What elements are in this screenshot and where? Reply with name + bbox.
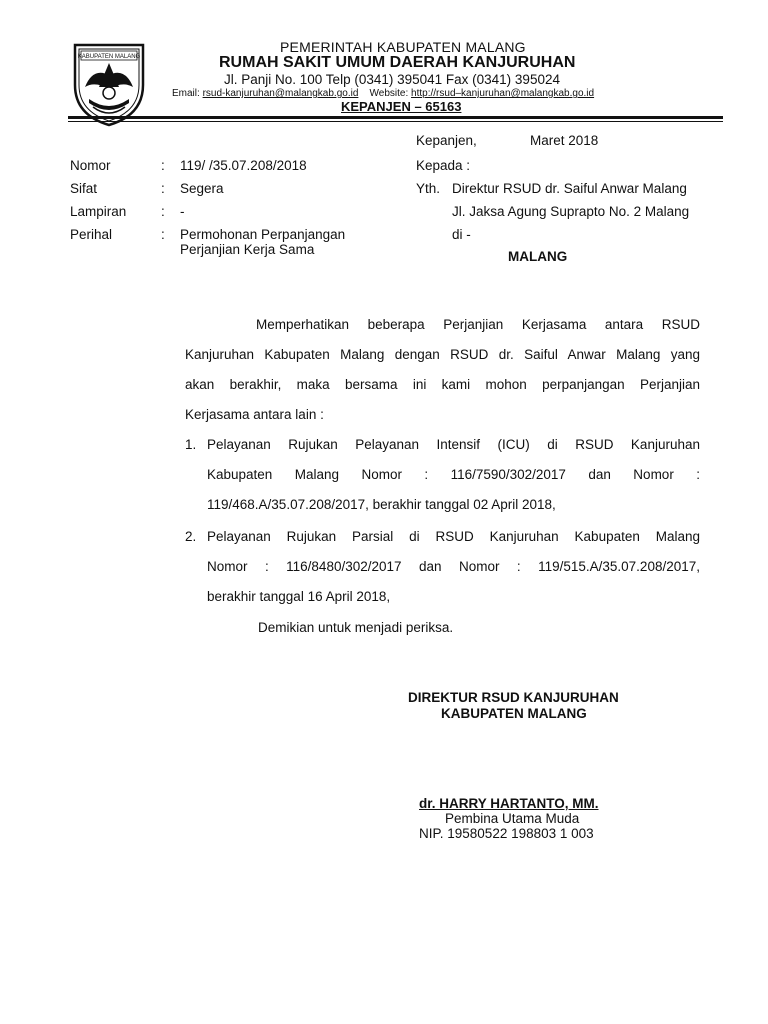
list-item-number: 2. <box>185 529 197 544</box>
list-item-line: 119/468.A/35.07.208/2017, berakhir tanggal 02 April 2018, <box>207 497 556 512</box>
header-divider-thin <box>68 121 723 122</box>
meta-label-perihal: Perihal <box>70 227 113 242</box>
list-item-line: berakhir tanggal 16 April 2018, <box>207 589 391 604</box>
body-paragraph-line: akan berakhir, maka bersama ini kami mohon perpanjangan Perjanjian <box>185 377 700 392</box>
meta-sep: : <box>161 181 165 196</box>
header-hospital-name: RUMAH SAKIT UMUM DAERAH KANJURUHAN <box>219 54 576 71</box>
body-paragraph-line: Memperhatikan beberapa Perjanjian Kerjasama antara RSUD <box>256 317 700 332</box>
header-divider-thick <box>68 116 723 119</box>
email-label: Email: <box>172 88 200 99</box>
header-government: PEMERINTAH KABUPATEN MALANG <box>280 39 526 55</box>
list-item-number: 1. <box>185 437 197 452</box>
regency-emblem-icon <box>71 41 147 127</box>
body-paragraph-line: Kanjuruhan Kabupaten Malang dengan RSUD dr. Saiful Anwar Malang yang <box>185 347 700 362</box>
list-item-line: Pelayanan Rujukan Parsial di RSUD Kanjuruhan Kabupaten Malang <box>207 529 700 544</box>
signatory-name: dr. HARRY HARTANTO, MM. <box>419 796 599 811</box>
date-month-year: Maret 2018 <box>530 133 599 148</box>
email-link[interactable]: rsud-kanjuruhan@malangkab.go.id <box>202 88 359 99</box>
signatory-nip: NIP. 19580522 198803 1 003 <box>419 826 594 841</box>
meta-value-lampiran: - <box>180 204 185 219</box>
list-item-line: Pelayanan Rujukan Pelayanan Intensif (ICU) di RSUD Kanjuruhan <box>207 437 700 452</box>
recipient-address: Jl. Jaksa Agung Suprapto No. 2 Malang <box>452 204 690 219</box>
website-link[interactable]: http://rsud–kanjuruhan@malangkab.go.id <box>411 88 595 99</box>
website-label: Website: <box>369 88 409 99</box>
body-paragraph-line: Kerjasama antara lain : <box>185 407 324 422</box>
recipient-di: di - <box>452 227 471 242</box>
meta-value-perihal: Permohonan Perpanjangan <box>180 227 346 242</box>
meta-value-sifat: Segera <box>180 181 224 196</box>
list-item-line: Kabupaten Malang Nomor : 116/7590/302/2017 dan Nomor : <box>207 467 700 482</box>
regency-logo <box>71 41 147 127</box>
meta-label-nomor: Nomor <box>70 158 111 173</box>
recipient-yth: Yth. <box>416 181 441 196</box>
header-address: Jl. Panji No. 100 Telp (0341) 395041 Fax (0341) 395024 <box>224 72 560 87</box>
closing-line: Demikian untuk menjadi periksa. <box>258 620 454 635</box>
signatory-rank: Pembina Utama Muda <box>445 811 580 826</box>
signature-title-line2: KABUPATEN MALANG <box>441 706 587 721</box>
meta-sep: : <box>161 158 165 173</box>
signature-title: DIREKTUR RSUD KANJURUHAN <box>408 690 619 705</box>
header-contact <box>172 88 594 99</box>
svg-text:KABUPATEN MALANG: KABUPATEN MALANG <box>77 54 141 60</box>
meta-label-sifat: Sifat <box>70 181 98 196</box>
header-city: KEPANJEN – 65163 <box>341 99 462 114</box>
meta-value-perihal-line2: Perjanjian Kerja Sama <box>180 242 315 257</box>
list-item-line: Nomor : 116/8480/302/2017 dan Nomor : 119/515.A/35.07.208/2017, <box>207 559 700 574</box>
recipient-kepada: Kepada : <box>416 158 471 173</box>
recipient-city: MALANG <box>508 249 568 264</box>
date-place: Kepanjen, <box>416 133 477 148</box>
meta-label-lampiran: Lampiran <box>70 204 127 219</box>
meta-value-nomor: 119/ /35.07.208/2018 <box>180 158 307 173</box>
meta-sep: : <box>161 204 165 219</box>
recipient-name: Direktur RSUD dr. Saiful Anwar Malang <box>452 181 687 196</box>
meta-sep: : <box>161 227 165 242</box>
